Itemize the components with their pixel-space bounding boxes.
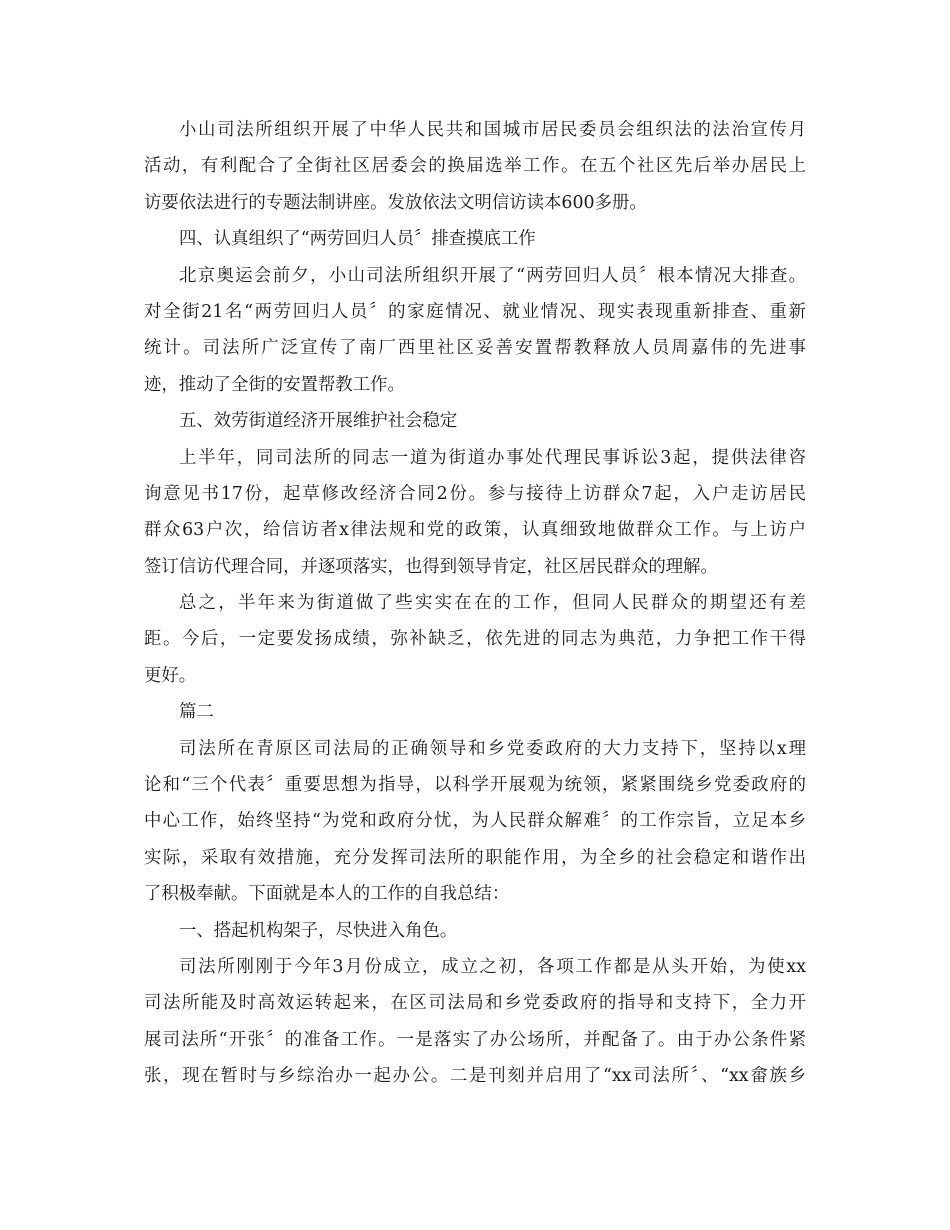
- text-line: 群众63户次，给信访者x律法规和党的政策，认真细致地做群众工作。与上访户: [144, 520, 806, 541]
- text-line: 签订信访代理合同，并逐项落实，也得到领导肯定，社区居民群众的理解。: [144, 556, 718, 577]
- text-line: 统计。司法所广泛宣传了南厂西里社区妥善安置帮教释放人员周嘉伟的先进事: [144, 338, 806, 359]
- text-line: 篇二: [179, 702, 214, 723]
- text-line: 一、搭起机构架子，尽快进入角色。: [179, 920, 458, 941]
- document-body: [144, 112, 806, 1095]
- text-line: 访要依法进行的专题法制讲座。发放依法文明信访读本600多册。: [144, 192, 647, 213]
- text-line: 了积极奉献。下面就是本人的工作的自我总结：: [144, 884, 510, 905]
- text-line: 实际，采取有效措施，充分发挥司法所的职能作用，为全乡的社会稳定和谐作出: [144, 847, 806, 868]
- text-line: 询意见书17份，起草修改经济合同2份。参与接待上访群众7起，入户走访居民: [144, 483, 806, 504]
- text-line: 四、认真组织了“两劳回归人员〞排查摸底工作: [179, 229, 536, 250]
- text-line: 中心工作，始终坚持“为党和政府分忧，为人民群众解难〞的工作宗旨，立足本乡: [144, 811, 806, 832]
- text-line: 展司法所“开张〞的准备工作。一是落实了办公场所，并配备了。由于办公条件紧: [144, 1029, 806, 1050]
- text-line: 论和“三个代表〞重要思想为指导，以科学开展观为统领，紧紧围绕乡党委政府的: [144, 775, 806, 796]
- text-line: 张，现在暂时与乡综治办一起办公。二是刊刻并启用了“xx司法所〞、“xx畲族乡: [144, 1066, 806, 1087]
- text-line: 活动，有利配合了全街社区居委会的换届选举工作。在五个社区先后举办居民上: [144, 156, 806, 177]
- text-line: 上半年，同司法所的同志一道为街道办事处代理民事诉讼3起，提供法律咨: [179, 447, 806, 468]
- text-line: 更好。: [144, 665, 197, 686]
- text-line: 总之，半年来为街道做了些实实在在的工作，但同人民群众的期望还有差: [179, 593, 806, 614]
- text-line: 五、效劳街道经济开展维护社会稳定: [179, 411, 458, 432]
- text-line: 司法所刚刚于今年3月份成立，成立之初，各项工作都是从头开始，为使xx: [179, 956, 806, 977]
- text-line: 北京奥运会前夕，小山司法所组织开展了“两劳回归人员〞根本情况大排查。: [179, 265, 806, 286]
- text-line: 司法所能及时高效运转起来，在区司法局和乡党委政府的指导和支持下，全力开: [144, 993, 806, 1014]
- text-line: 小山司法所组织开展了中华人民共和国城市居民委员会组织法的法治宣传月: [179, 120, 806, 140]
- text-line: 距。今后，一定要发扬成绩，弥补缺乏，依先进的同志为典范，力争把工作干得: [144, 629, 806, 650]
- text-line: 对全街21名“两劳回归人员〞的家庭情况、就业情况、现实表现重新排查、重新: [144, 301, 806, 322]
- text-line: 迹，推动了全街的安置帮教工作。: [144, 374, 405, 395]
- text-line: 司法所在青原区司法局的正确领导和乡党委政府的大力支持下，坚持以x理: [179, 738, 806, 759]
